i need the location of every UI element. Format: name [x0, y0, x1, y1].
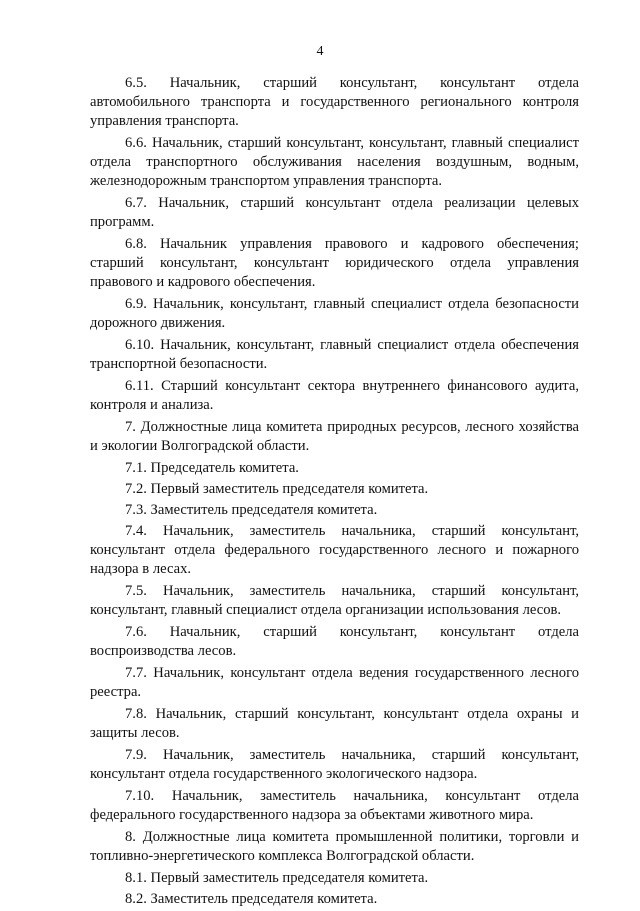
paragraph-7-8: 7.8. Начальник, старший консультант, консультант отдела охраны и защиты лесов.: [90, 706, 579, 741]
paragraph-7-6: 7.6. Начальник, старший консультант, консультант отдела воспроизводства лесов.: [90, 624, 579, 659]
paragraph-7-2: 7.2. Первый заместитель председателя комитета.: [125, 481, 429, 497]
paragraph-6-9: 6.9. Начальник, консультант, главный специалист отдела безопасности дорожного движения.: [90, 296, 579, 331]
page-number: 4: [316, 44, 324, 59]
paragraph-6-11: 6.11. Старший консультант сектора внутреннего финансового аудита, контроля и анализа.: [90, 378, 579, 413]
paragraph-7-3: 7.3. Заместитель председателя комитета.: [125, 502, 378, 518]
paragraph-7-5: 7.5. Начальник, заместитель начальника, старший консультант, консультант, главный специалист отдела организации использования лесов.: [90, 583, 579, 618]
paragraph-7-10: 7.10. Начальник, заместитель начальника, консультант отдела федерального государственного надзора за объектами животного мира.: [90, 788, 579, 823]
paragraph-7: 7. Должностные лица комитета природных ресурсов, лесного хозяйства и экологии Волгоградской области.: [90, 419, 579, 454]
paragraph-7-4: 7.4. Начальник, заместитель начальника, старший консультант, консультант отдела федерального государственного лесного и пожарного надзора в лесах.: [90, 523, 579, 577]
paragraph-6-8: 6.8. Начальник управления правового и кадрового обеспечения; старший консультант, консультант юридического отдела управления правового и кадрового обеспечения.: [90, 236, 579, 290]
paragraph-7-1: 7.1. Председатель комитета.: [125, 460, 299, 476]
paragraph-6-6: 6.6. Начальник, старший консультант, консультант, главный специалист отдела транспортного обслуживания населения воздушным, водным, железнодорожным транспортом управления транспорта.: [90, 135, 579, 189]
document-body: [90, 74, 579, 911]
paragraph-8-1: 8.1. Первый заместитель председателя комитета.: [125, 870, 429, 886]
paragraph-8: 8. Должностные лица комитета промышленной политики, торговли и топливно-энергетического комплекса Волгоградской области.: [90, 829, 579, 864]
paragraph-8-2: 8.2. Заместитель председателя комитета.: [125, 891, 378, 907]
paragraph-6-10: 6.10. Начальник, консультант, главный специалист отдела обеспечения транспортной безопасности.: [90, 337, 579, 372]
paragraph-6-5: 6.5. Начальник, старший консультант, консультант отдела автомобильного транспорта и государственного регионального контроля управления транспорта.: [90, 75, 579, 129]
paragraph-7-7: 7.7. Начальник, консультант отдела ведения государственного лесного реестра.: [90, 665, 579, 700]
paragraph-7-9: 7.9. Начальник, заместитель начальника, старший консультант, консультант отдела государственного экологического надзора.: [90, 747, 579, 782]
paragraph-6-7: 6.7. Начальник, старший консультант отдела реализации целевых программ.: [90, 195, 579, 230]
